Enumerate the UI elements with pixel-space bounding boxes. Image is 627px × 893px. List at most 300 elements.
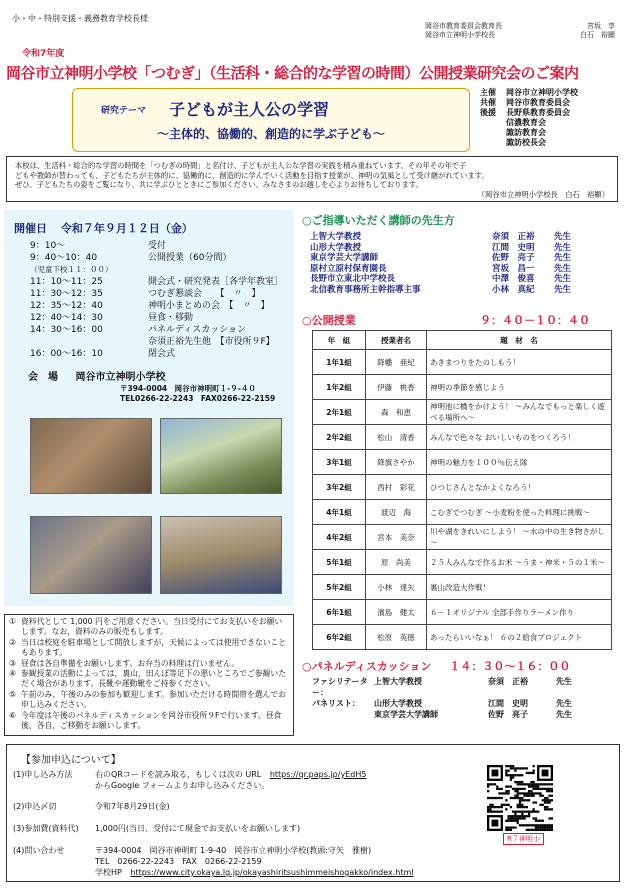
qr-module — [521, 767, 523, 769]
qr-module — [551, 788, 553, 790]
qr-module — [546, 806, 548, 808]
intro-line: どもや教師が替わっても、子どもたちが主体的に、協働的に、創造的に学んでいく活動を目指す授業が、神明の気風として受け継がれています。 — [15, 170, 489, 180]
topic-cell: あったらいいなぁ！ ６の２給食プロジェクト — [427, 625, 612, 650]
qr-module — [546, 790, 548, 792]
qr-module — [551, 790, 553, 792]
teacher-cell: 森 和恵 — [366, 400, 427, 425]
qr-module — [501, 792, 503, 794]
theme-label: 研究テーマ — [101, 106, 147, 116]
qr-module — [539, 826, 541, 828]
qr-code[interactable] — [487, 765, 553, 831]
schedule-date — [14, 220, 193, 236]
qr-module — [537, 785, 539, 787]
qr-module — [530, 781, 532, 783]
activity-photo — [30, 418, 152, 494]
table-row — [313, 375, 612, 400]
note-text: 参観授業の活動によっては，裏山，田んぼ等足下の悪いところでご参観いただく場合があります。長靴や運動靴をご持参ください。 — [21, 669, 287, 689]
qr-module — [517, 822, 519, 824]
qr-module — [512, 767, 514, 769]
notes-box — [4, 614, 294, 736]
theme-sub: ～主体的、協働的、創造的に学ぶ子ども～ — [156, 127, 385, 141]
qr-module — [535, 788, 537, 790]
qr-module — [528, 790, 530, 792]
date-label: 開催日 — [14, 222, 47, 235]
qr-module — [507, 770, 509, 772]
qr-module — [537, 829, 539, 831]
table-row — [313, 500, 612, 525]
note-number: ① — [9, 617, 16, 626]
qr-module — [535, 792, 537, 794]
qr-module — [521, 815, 523, 817]
activity-photo — [160, 418, 282, 494]
qr-module — [544, 824, 546, 826]
panel-title: 先生 — [556, 710, 572, 719]
qr-module — [537, 820, 539, 822]
qr-module — [517, 815, 519, 817]
qr-module — [526, 799, 528, 801]
qr-module — [535, 820, 537, 822]
qr-module — [530, 829, 532, 831]
qr-module — [544, 806, 546, 808]
qr-module — [533, 824, 535, 826]
note-text: 資料代として 1,000 円をご用意ください。当日受付にてお支払いをお願いします。なお，資料のみの販売もします。 — [21, 617, 283, 637]
qr-module — [514, 797, 516, 799]
qr-module — [519, 774, 521, 776]
qr-module — [526, 783, 528, 785]
qr-module — [544, 783, 546, 785]
qr-module — [546, 797, 548, 799]
venue-address: 〒394-0004 岡谷市神明町１-９-４０ — [120, 384, 256, 393]
senders — [425, 22, 615, 40]
qr-module — [501, 804, 503, 806]
qr-module — [492, 783, 494, 785]
org-role — [480, 128, 506, 138]
qr-module — [494, 797, 496, 799]
lessons-time: ９：４０－１０：４０ — [480, 314, 590, 327]
qr-module — [526, 811, 528, 813]
apply-value: 右のQRコードを読み取る，もしくは次の URL — [95, 770, 262, 779]
topic-cell: こむぎでつむぎ ～小麦粉を使った料理に挑戦～ — [427, 500, 612, 525]
qr-module — [507, 765, 509, 767]
table-header-row — [313, 331, 612, 350]
qr-module — [537, 824, 539, 826]
teacher-cell: 松原 英徳 — [366, 625, 427, 650]
venue-name: 岡谷市立神明小学校 — [75, 372, 166, 383]
qr-module — [526, 824, 528, 826]
qr-module — [539, 783, 541, 785]
panel-time: １４：３０～１６：００ — [449, 660, 571, 673]
qr-module — [539, 820, 541, 822]
qr-module — [507, 792, 509, 794]
class-cell: 3年1組 — [313, 450, 366, 475]
qr-module — [521, 788, 523, 790]
table-row — [313, 425, 612, 450]
qr-module — [517, 806, 519, 808]
qr-module — [542, 820, 544, 822]
guest-name: 宮坂 昌一 — [492, 263, 535, 274]
qr-module — [505, 829, 507, 831]
guest-name: 奈須 正裕 — [492, 232, 535, 242]
table-row — [313, 625, 612, 650]
qr-module — [535, 783, 537, 785]
qr-module — [521, 783, 523, 785]
qr-module — [501, 806, 503, 808]
sender-name: 白石 裕顯 — [580, 31, 615, 39]
teacher-cell: 松山 清香 — [366, 425, 427, 450]
qr-module — [514, 811, 516, 813]
qr-module — [498, 788, 500, 790]
qr-module — [528, 815, 530, 817]
qr-module — [505, 790, 507, 792]
note-number: ⑤ — [9, 689, 16, 699]
qr-module — [533, 785, 535, 787]
qr-module — [519, 811, 521, 813]
qr-module — [517, 795, 519, 797]
apply-key: (4)問い合わせ — [13, 846, 65, 855]
schedule-time: 12：40～14：30 — [30, 313, 103, 323]
qr-module — [533, 770, 535, 772]
qr-module — [514, 820, 516, 822]
qr-module — [521, 774, 523, 776]
apply-heading: 【参加申込について】 — [21, 755, 121, 766]
qr-module — [548, 795, 550, 797]
org-role — [480, 118, 506, 128]
class-cell: 3年2組 — [313, 475, 366, 500]
panel-name: 江間 史明 — [488, 699, 528, 708]
qr-module — [512, 815, 514, 817]
qr-module — [494, 806, 496, 808]
qr-module — [539, 788, 541, 790]
guest-name: 江間 史明 — [492, 242, 535, 253]
qr-module — [517, 767, 519, 769]
topic-cell: ６－１オリジナル 全部手作りラーメン作り — [427, 600, 612, 625]
qr-module — [548, 817, 550, 819]
qr-module — [510, 829, 512, 831]
qr-module — [523, 811, 525, 813]
qr-module — [519, 781, 521, 783]
qr-module — [501, 788, 503, 790]
panel-name: 佐野 亮子 — [488, 710, 528, 719]
qr-module — [498, 806, 500, 808]
panel-aff: 山形大学教授 — [374, 699, 422, 708]
teacher-cell: 小林 達矢 — [366, 575, 427, 600]
qr-module — [533, 792, 535, 794]
qr-module — [537, 788, 539, 790]
qr-module — [546, 801, 548, 803]
qr-module — [492, 811, 494, 813]
qr-module — [535, 785, 537, 787]
panel-heading: ○パネルディスカッション — [302, 660, 432, 673]
apply-row-contact — [13, 845, 414, 878]
qr-module — [528, 792, 530, 794]
qr-module — [526, 815, 528, 817]
venue-tel: TEL0266-22-2243 FAX0266-22-2159 — [120, 394, 276, 403]
guest-aff: 東京学芸大学講師 — [310, 253, 379, 263]
apply-row-deadline — [13, 801, 170, 812]
schedule-time: 9：10～ — [30, 241, 66, 251]
qr-module — [512, 826, 514, 828]
qr-module — [548, 826, 550, 828]
qr-label: R７神明小 — [503, 833, 544, 845]
qr-module — [519, 815, 521, 817]
table-row — [313, 550, 612, 575]
qr-module — [512, 817, 514, 819]
qr-module — [537, 783, 539, 785]
qr-module — [526, 792, 528, 794]
apply-key: (2)申込〆切 — [13, 802, 57, 811]
qr-module — [537, 792, 539, 794]
topic-cell: 裏山改造大作戦！ — [427, 575, 612, 600]
table-row — [313, 575, 612, 600]
table-row — [313, 450, 612, 475]
qr-module — [528, 799, 530, 801]
qr-module — [544, 797, 546, 799]
qr-module — [519, 799, 521, 801]
qr-module — [528, 824, 530, 826]
teacher-cell: 原 尚美 — [366, 550, 427, 575]
qr-module — [517, 811, 519, 813]
guest-name: 佐野 亮子 — [492, 253, 535, 263]
schedule-time: 16：00～16：10 — [30, 349, 103, 359]
form-link[interactable]: https://qr.paps.jp/yEdH5 — [269, 770, 367, 779]
schedule-time: （児童下校１１：００） — [30, 265, 113, 274]
panel-title: 先生 — [556, 677, 572, 686]
teacher-cell: 濱島 健太 — [366, 600, 427, 625]
qr-module — [514, 815, 516, 817]
org-name: 諏訪教育会 — [506, 128, 546, 137]
qr-module — [487, 811, 489, 813]
schedule-time: 11：10～11：25 — [30, 277, 103, 287]
venue — [28, 368, 165, 383]
recipients: 小・中・特別支援・義務教育学校長様 — [12, 14, 148, 23]
qr-module — [548, 808, 550, 810]
qr-module — [551, 829, 553, 831]
org-role — [480, 138, 506, 148]
qr-module — [489, 797, 491, 799]
qr-module — [489, 806, 491, 808]
qr-module — [521, 804, 523, 806]
qr-module — [519, 788, 521, 790]
guest-aff: 上智大学教授 — [310, 232, 362, 242]
qr-module — [494, 783, 496, 785]
qr-module — [505, 774, 507, 776]
qr-module — [535, 817, 537, 819]
qr-module — [548, 790, 550, 792]
guest-list — [310, 232, 610, 295]
note-text: 午前のみ，午後のみの参加も歓迎します。参加いただける時間帯を選んでお申し込みください。 — [21, 689, 286, 710]
qr-module — [535, 826, 537, 828]
intro-box — [6, 156, 618, 202]
qr-module — [505, 785, 507, 787]
panel-heading-row — [302, 658, 620, 674]
qr-module — [510, 785, 512, 787]
topic-cell: みんなで色々な おいしいものをつくろう！ — [427, 425, 612, 450]
qr-module — [539, 792, 541, 794]
qr-module — [521, 806, 523, 808]
qr-module — [507, 815, 509, 817]
apply-row-method — [13, 769, 366, 791]
topic-cell: 神明の季節を感じよう — [427, 375, 612, 400]
note-number: ④ — [9, 669, 16, 679]
teacher-cell: 降旗さやか — [366, 450, 427, 475]
qr-module — [544, 829, 546, 831]
qr-module — [519, 806, 521, 808]
sender-name: 宮坂 享 — [587, 22, 615, 30]
apply-key: (1)申し込み方法 — [13, 770, 73, 779]
qr-module — [487, 808, 489, 810]
qr-module — [487, 783, 489, 785]
sender-org: 岡谷市教育委員会教育長 — [425, 22, 502, 30]
apply-value-3: 学校HP — [95, 868, 122, 877]
qr-module — [533, 783, 535, 785]
qr-module — [512, 774, 514, 776]
venue-contact — [120, 384, 275, 404]
research-theme-box — [72, 88, 470, 152]
qr-module — [498, 811, 500, 813]
qr-module — [501, 797, 503, 799]
qr-module — [496, 797, 498, 799]
panel-aff: 東京学芸大学講師 — [374, 710, 438, 719]
qr-module — [496, 785, 498, 787]
qr-module — [487, 785, 489, 787]
lessons-heading-row — [302, 312, 620, 328]
qr-module — [533, 808, 535, 810]
schedule-time: 12：35～12：40 — [30, 301, 103, 311]
qr-module — [537, 826, 539, 828]
qr-module — [530, 811, 532, 813]
organizers — [480, 88, 620, 148]
qr-module — [530, 824, 532, 826]
qr-module — [514, 795, 516, 797]
org-role: 後援 — [480, 108, 496, 117]
qr-module — [535, 824, 537, 826]
schedule-event: パネルディスカッション — [148, 325, 247, 335]
qr-module — [539, 824, 541, 826]
guest-aff: 長野市立東北中学校長 — [310, 274, 396, 284]
org-name: 長野県教育委員会 — [506, 108, 570, 117]
schedule-event: 開会式・研究発表［各学年教室］ — [148, 277, 284, 287]
panel-name: 奈須 正裕 — [488, 677, 528, 686]
qr-module — [519, 801, 521, 803]
qr-module — [512, 797, 514, 799]
qr-module — [521, 797, 523, 799]
guest-name: 小林 真紀 — [492, 284, 535, 295]
venue-label: 会 場 — [28, 372, 58, 383]
qr-module — [512, 788, 514, 790]
qr-module — [519, 797, 521, 799]
qr-module — [514, 767, 516, 769]
column-header: 題 材 名 — [427, 331, 612, 350]
schedule-event: 公開授業（60分間） — [148, 253, 232, 263]
qr-module — [507, 829, 509, 831]
qr-module — [510, 776, 512, 778]
qr-module — [523, 783, 525, 785]
schedule-time: 11：30～12：35 — [30, 289, 103, 299]
qr-module — [523, 788, 525, 790]
intro-line: ぜひ、子どもたちの姿をご覧になり、共に学ぶひとときにご参加ください。みなさまのお越しを心よりお待ちしております。 — [15, 180, 423, 189]
school-hp-link[interactable]: https://www.city.okaya.lg.jp/okayashiritsushimmeishogakko/index.html — [130, 868, 414, 877]
note-number: ② — [9, 637, 16, 647]
qr-module — [546, 783, 548, 785]
lessons-heading: ○公開授業 — [302, 314, 356, 327]
qr-module — [551, 817, 553, 819]
qr-module — [501, 811, 503, 813]
schedule-event: 奈須正裕先生他 【市役所９F】 — [148, 337, 275, 347]
qr-module — [544, 826, 546, 828]
class-cell: 2年2組 — [313, 425, 366, 450]
qr-module — [535, 829, 537, 831]
class-cell: 2年1組 — [313, 400, 366, 425]
note-text: 昼食は各自準備をお願いします。お弁当の料理は行いません。 — [21, 658, 240, 668]
qr-module — [489, 804, 491, 806]
qr-module — [530, 783, 532, 785]
qr-module — [505, 804, 507, 806]
topic-cell: 神明の魅力を１００％伝え隊 — [427, 450, 612, 475]
class-cell: 6年2組 — [313, 625, 366, 650]
qr-module — [503, 804, 505, 806]
qr-module — [517, 788, 519, 790]
class-cell: 1年2組 — [313, 375, 366, 400]
page-title: 岡谷市立神明小学校「つむぎ」（生活科・総合的な学習の時間）公開授業研究会のご案内 — [6, 64, 579, 82]
topic-cell: 神明池に橋をかけよう！ ～みんなでもっと楽しく遊べる場所へ～ — [427, 400, 612, 425]
qr-module — [517, 792, 519, 794]
qr-module — [517, 783, 519, 785]
year-label: 令和7年度 — [22, 49, 65, 59]
qr-module — [498, 792, 500, 794]
activity-photo — [30, 516, 152, 594]
qr-module — [519, 783, 521, 785]
qr-module — [537, 811, 539, 813]
org-name: 信濃教育会 — [506, 118, 546, 127]
qr-module — [487, 806, 489, 808]
qr-module — [528, 829, 530, 831]
guest-title: 先生 — [554, 242, 572, 253]
qr-module — [526, 829, 528, 831]
apply-value: 令和7年8月29日(金) — [95, 802, 170, 811]
teacher-cell: 宮本 美奈 — [366, 525, 427, 550]
qr-module — [514, 781, 516, 783]
qr-module — [517, 820, 519, 822]
column-header: 年 組 — [313, 331, 366, 350]
qr-module — [548, 788, 550, 790]
qr-module — [535, 811, 537, 813]
qr-module — [510, 820, 512, 822]
qr-module — [492, 806, 494, 808]
qr-module — [505, 799, 507, 801]
qr-module — [523, 767, 525, 769]
schedule-event: つむぎ懇談会 【 〃 】 — [148, 289, 261, 299]
schedule-time — [30, 336, 148, 348]
org-role: 主催 — [480, 88, 496, 97]
qr-module — [551, 808, 553, 810]
apply-value-2: TEL 0266-22-2243 FAX 0266-22-2159 — [95, 857, 262, 866]
qr-module — [551, 824, 553, 826]
qr-module — [523, 817, 525, 819]
class-cell: 5年2組 — [313, 575, 366, 600]
qr-module — [546, 824, 548, 826]
qr-module — [542, 770, 549, 777]
qr-module — [496, 811, 498, 813]
qr-module — [498, 797, 500, 799]
qr-module — [519, 792, 521, 794]
qr-module — [521, 813, 523, 815]
qr-module — [521, 824, 523, 826]
table-row — [313, 350, 612, 375]
qr-module — [542, 804, 544, 806]
qr-module — [519, 817, 521, 819]
date-value: 令和７年９月１２日（金） — [60, 222, 193, 235]
guest-title: 先生 — [554, 284, 572, 295]
